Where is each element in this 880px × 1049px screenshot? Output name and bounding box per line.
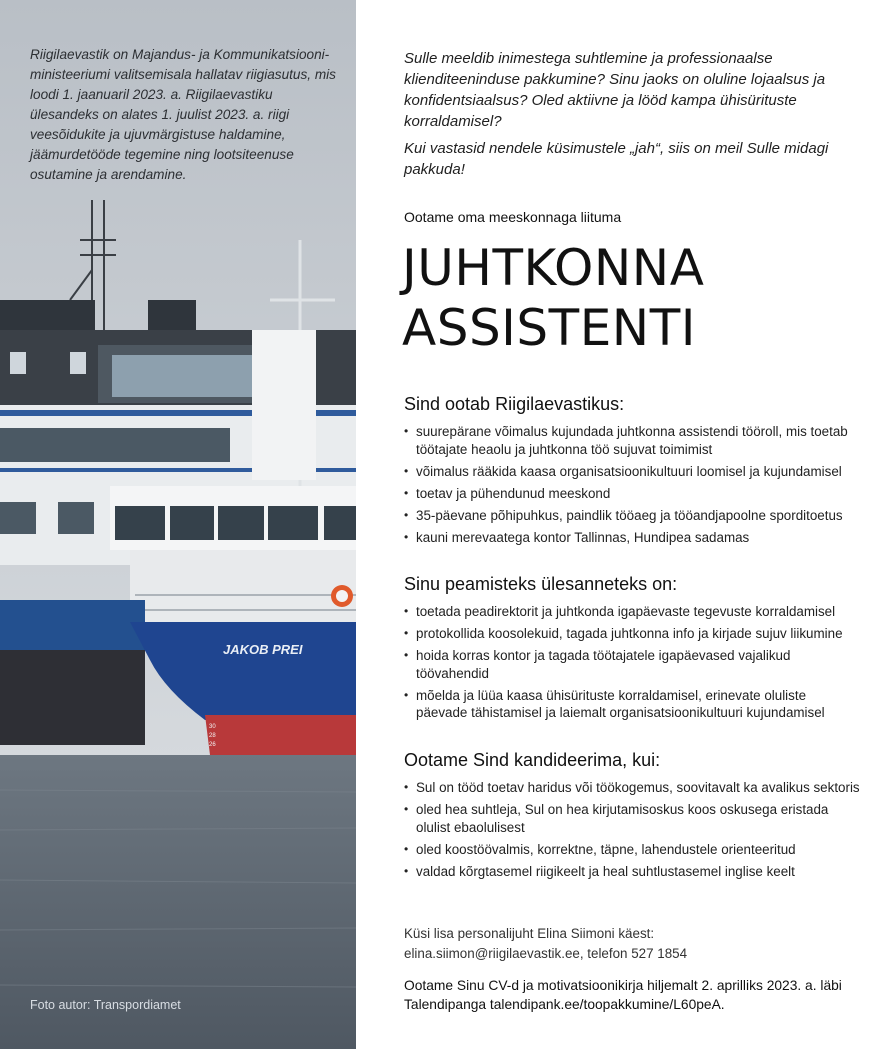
list-item: • oled koostöövalmis, korrektne, täpne, lahendustele orienteeritud bbox=[404, 841, 860, 859]
job-title-line-1: JUHTKONNA bbox=[402, 239, 705, 297]
hull-mark-2: 28 bbox=[209, 733, 216, 739]
list-item: • mõelda ja lüüa kaasa ühisürituste korraldamisel, erinevate oluliste päevade tähistamisel ja laiemalt organisatsioonikultuuri kujundamisel bbox=[404, 687, 860, 722]
ship-name-label: JAKOB PREI bbox=[223, 642, 303, 657]
list-item: • oled hea suhtleja, Sul on hea kirjutamisoskus koos oskusega eristada olulist ebaolulisest bbox=[404, 801, 860, 836]
contact-line-1: Küsi lisa personalijuht Elina Siimoni käest: bbox=[404, 926, 655, 941]
requirements-list bbox=[404, 779, 860, 880]
join-team-line: Ootame oma meeskonnaga liituma bbox=[404, 209, 622, 225]
application-deadline: Ootame Sinu CV-d ja motivatsioonikirja hiljemalt 2. aprilliks 2023. a. läbi Talendipanga talendipank.ee/toopakkumine/L60peA. bbox=[404, 978, 842, 1012]
lead-answer: Kui vastasid nendele küsimustele „jah“, siis on meil Sulle midagi pakkuda! bbox=[404, 140, 829, 178]
lead-questions: Sulle meeldib inimestega suhtlemine ja professionaalse klienditeeninduse pakkumine? Sinu jaoks on oluline lojaalsus ja konfidentsiaalsus? Oled aktiivne ja lööd kampa ühisürituste korraldamisel? bbox=[404, 50, 826, 130]
job-title bbox=[402, 238, 704, 358]
list-item: • hoida korras kontor ja tagada töötajatele igapäevased vajalikud töövahendid bbox=[404, 647, 860, 682]
organization-intro: Riigilaevastik on Majandus- ja Kommunikatsiooni-ministeeriumi valitsemisala hallatav riigiasutus, mis loodi 1. jaanuaril 2023. a. Riigilaevastiku ülesandeks on alates 1. juulist 2023. a. riigi veesõidukite ja ujuvmärgistuse haldamine, jäämurdetööde tegemine ning lootsiteenuse osutamine ja arendamine. bbox=[30, 47, 336, 182]
list-item: • protokollida koosolekuid, tagada juhtkonna info ja kirjade sujuv liikumine bbox=[404, 625, 860, 643]
contact-line-2: elina.siimon@riigilaevastik.ee, telefon 527 1854 bbox=[404, 946, 688, 961]
list-item: • võimalus rääkida kaasa organisatsioonikultuuri loomisel ja kujundamisel bbox=[404, 463, 860, 481]
hull-mark-1: 30 bbox=[209, 724, 216, 730]
list-item: • suurepärane võimalus kujundada juhtkonna assistendi tööroll, mis toetab töötajate heaolu ja juhtkonna töö sujuvat toimimist bbox=[404, 423, 860, 458]
list-item: • toetada peadirektorit ja juhtkonda igapäevaste tegevuste korraldamisel bbox=[404, 603, 860, 621]
photo-credit: Foto autor: Transpordiamet bbox=[30, 998, 181, 1012]
list-item: • toetav ja pühendunud meeskond bbox=[404, 485, 860, 503]
section-requirements bbox=[404, 750, 860, 885]
section-benefits bbox=[404, 394, 860, 551]
hull-mark-3: 26 bbox=[209, 742, 216, 748]
list-item: • Sul on tööd toetav haridus või töökogemus, soovitavalt ka avalikus sektoris bbox=[404, 779, 860, 797]
benefits-list bbox=[404, 423, 860, 546]
job-title-line-2: ASSISTENTI bbox=[402, 299, 696, 357]
contact-info bbox=[404, 924, 687, 964]
ship-photo-panel bbox=[0, 0, 356, 1049]
section-duties bbox=[404, 574, 860, 726]
section-heading: Sinu peamisteks ülesanneteks on: bbox=[404, 574, 678, 594]
list-item: • 35-päevane põhipuhkus, paindlik tööaeg ja tööandjapoolne sporditoetus bbox=[404, 507, 860, 525]
list-item: • valdad kõrgtasemel riigikeelt ja heal suhtlustasemel inglise keelt bbox=[404, 863, 860, 881]
section-heading: Ootame Sind kandideerima, kui: bbox=[404, 750, 661, 770]
section-heading: Sind ootab Riigilaevastikus: bbox=[404, 394, 625, 414]
list-item: • kauni merevaatega kontor Tallinnas, Hundipea sadamas bbox=[404, 529, 860, 547]
duties-list bbox=[404, 603, 860, 722]
